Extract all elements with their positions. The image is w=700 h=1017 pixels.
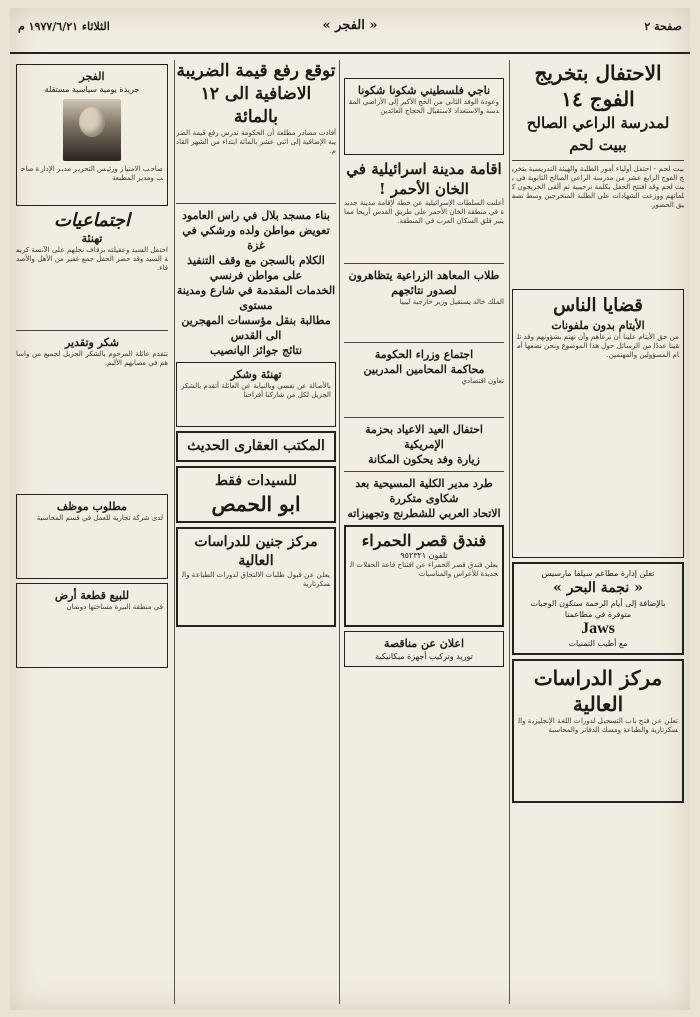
box-text: من حق الأيتام علينا أن نرعاهم وأن نهتم بشؤونهم وقد تلقينا عددًا من الرسائل حول هذا الموضوع ونحن نضعها أمام المسؤولين والمهتمين. (517, 333, 679, 359)
headline-students: طلاب المعاهد الزراعية يتظاهرون لصدور نتائجهم (348, 269, 500, 297)
divider (344, 417, 504, 418)
tender-ad (344, 631, 504, 667)
masthead-text: صاحب الامتياز ورئيس التحرير مدير الإدارة صاحب ومدير المطبعة (21, 165, 163, 182)
article-israeli-city: أعلنت السلطات الإسرائيلية عن خطة لإقامة مدينة جديدة في منطقة الخان الأحمر على طريق القدس أريحا مما يثير قلق السكان العرب في المنطقة. (344, 199, 504, 225)
hotel-name: فندق قصر الحمراء (361, 531, 487, 550)
ad-brand: Jaws (581, 620, 615, 637)
headline-peace: الكلام بالسجن مع وقف التنفيذ على مواطن فرنسي (187, 254, 325, 282)
box-title: ناجي فلسطيني شكونا شكونا (357, 84, 491, 97)
issue-date: الثلاثاء ١٩٧٧/٦/٢١ م (18, 20, 110, 33)
divider (16, 330, 168, 331)
newspaper-name: « الفجر » (322, 18, 378, 33)
women-ad-subtitle: للسيدات فقط (215, 473, 297, 489)
column-right (512, 60, 684, 1004)
box-text: بالأصالة عن نفسي وبالنيابة عن العائلة أتقدم بالشكر الجزيل لكل من شاركنا أفراحنا (181, 382, 331, 399)
article-text: الملك خالد يستقبل وزير خارجية ليبيا (399, 298, 504, 306)
wanted-title: مطلوب موظف (56, 500, 128, 513)
column-left (16, 60, 168, 1004)
hotel-ad (344, 525, 504, 627)
headline-shop: تعويض مواطن ولده ورشكي في غزة (182, 224, 330, 252)
column-center-left (176, 60, 336, 1004)
land-title: للبيع قطعة أرض (54, 589, 130, 602)
social-section-title: اجتماعيات (53, 210, 131, 231)
realestate-ad (176, 431, 336, 462)
divider (176, 203, 336, 204)
ad-name: « نجمة البحر » (553, 580, 643, 596)
study-center-text: يعلن عن قبول طلبات الالتحاق لدورات الطباعة والسكرتارية (182, 571, 330, 588)
headline-chess: الاتحاد العربي للشطرنج وتجهيزاته (347, 507, 501, 520)
column-divider (509, 60, 510, 1004)
box-title: قضايا الناس (553, 295, 643, 316)
newspaper-page (10, 8, 690, 1010)
people-issues-box (512, 289, 684, 558)
lead-subheadline: لمدرسة الراعي الصالح ببيت لحم (526, 114, 670, 154)
divider (344, 471, 504, 472)
tax-headline: توقع رفع قيمة الضريبة (176, 61, 336, 81)
women-ad-name: ابو الحمص (211, 492, 301, 516)
column-divider (339, 60, 340, 1004)
headline-mosque: بناء مسجد بلال في راس العامود (181, 209, 330, 222)
land-ad (16, 583, 168, 668)
land-text: في منطقة البيرة مساحتها دونمان (66, 603, 163, 611)
school-ad (512, 659, 684, 803)
school-name: مركز الدراسات العالية (533, 666, 663, 716)
ad-footer: مع أطيب التمنيات (568, 639, 628, 648)
headline-school: طرد مدير الكلية المسيحية بعد شكاوى متكررة (355, 477, 493, 505)
box-title: تهنئة وشكر (230, 368, 282, 381)
study-center-name: مركز جنين للدراسات العالية (194, 534, 318, 569)
lead-headline: الاحتفال بتخريج الفوج ١٤ (534, 61, 662, 111)
hotel-text: يعلن فندق قصر الحمراء عن افتتاح قاعة الحفلات الجديدة للأعراس والمناسبات (350, 561, 498, 578)
article-text: تعاون اقتصادي (461, 377, 504, 385)
column-center-right (344, 60, 504, 1004)
headline-delay: الخدمات المقدمة في شارع ومدينة مستوى (176, 284, 336, 312)
wanted-ad (16, 494, 168, 579)
page-header (10, 8, 690, 54)
headline-israeli-city: اقامة مدينة اسرائيلية في الخان الأحمر ! (346, 160, 502, 198)
headline-court: محاكمة المحامين المدربين (363, 363, 485, 376)
tender-text: توريد وتركيب أجهزة ميكانيكية (375, 652, 473, 661)
masthead-subtitle: جريدة يومية سياسية مستقلة (44, 85, 140, 94)
tax-article: أفادت مصادر مطلعة أن الحكومة تدرس رفع قيمة الضريبة الإضافية إلى اثني عشر بالمائة ابتداء من الشهر القادم. (176, 129, 336, 155)
box-text: وعودة الوفد الثاني من الحج الأكبر إلى الأراضي المقدسة والاستعداد لاستقبال الحجاج العائدين (349, 98, 499, 115)
headline-health: احتفال العيد الاعياد بحزمة الإمريكية (365, 423, 483, 451)
study-center-ad (176, 527, 336, 627)
wanted-text: لدى شركة تجارية للعمل في قسم المحاسبة (36, 514, 163, 522)
restaurant-ad (512, 562, 684, 655)
box-subtitle: الأيتام بدون ملفونات (551, 319, 645, 332)
masthead-title: الفجر (79, 70, 105, 83)
tax-subheadline: الاضافية الى ١٢ بالمائة (200, 84, 312, 127)
headline-meeting: اجتماع وزراء الحكومة (374, 348, 474, 361)
social-text: احتفل السيد وعقيلته بزفاف نجلهم على الآنسة كريمة السيد وقد حضر الحفل جمع غفير من الأهل والأصدقاء. (16, 246, 168, 272)
headline-results: نتائج جوائز اليانصيب (209, 344, 303, 357)
school-text: تعلن عن فتح باب التسجيل لدورات اللغة الإنجليزية والسكرتارية والطباعة ومسك الدفاتر والمحاسبة (518, 717, 678, 734)
column-divider (174, 60, 175, 1004)
ad-intro: تعلن إدارة مطاعم سيلفا مارسيس (541, 569, 655, 578)
congratulations-box (176, 362, 336, 427)
ad-body: بالإضافة إلى أيام الرحمة ستكون الوجبات متوفرة في مطاعمنا (530, 599, 666, 619)
editor-photo (63, 99, 121, 161)
divider (512, 160, 684, 161)
headline-poet: مطالبة بنقل مؤسسات المهجرين الى القدس (181, 314, 331, 342)
pilgrims-box (344, 78, 504, 155)
thanks-title: شكر وتقدير (64, 336, 120, 349)
hotel-phone: تلفون ٩٥٢٣٢١ (400, 551, 448, 560)
divider (344, 263, 504, 264)
masthead-box (16, 64, 168, 206)
realestate-name: المكتب العقارى الحديث (187, 438, 325, 454)
women-ad (176, 466, 336, 523)
social-title: تهنئة (81, 232, 103, 245)
thanks-text: تتقدم عائلة المرحوم بالشكر الجزيل لجميع من واساهم في مصابهم الأليم. (16, 350, 168, 367)
headline-dumps: زيارة وفد يحكون المكانة (368, 453, 480, 466)
tender-title: اعلان عن مناقصة (383, 637, 465, 650)
divider (344, 342, 504, 343)
lead-article: بيت لحم - احتفل أولياء أمور الطلبة والهيئة التدريسية بتخريج الفوج الرابع عشر من مدرسة الراعي الصالح الثانوية في بيت لحم وقد افتتح الحفل بكلمة ترحيبية ثم ألقى الخريجون كلماتهم ووزعت الشهادات على الطلبة المتخرجين وسط تصفيق الحضور. (512, 165, 684, 209)
page-number: صفحة ٢ (644, 20, 682, 33)
